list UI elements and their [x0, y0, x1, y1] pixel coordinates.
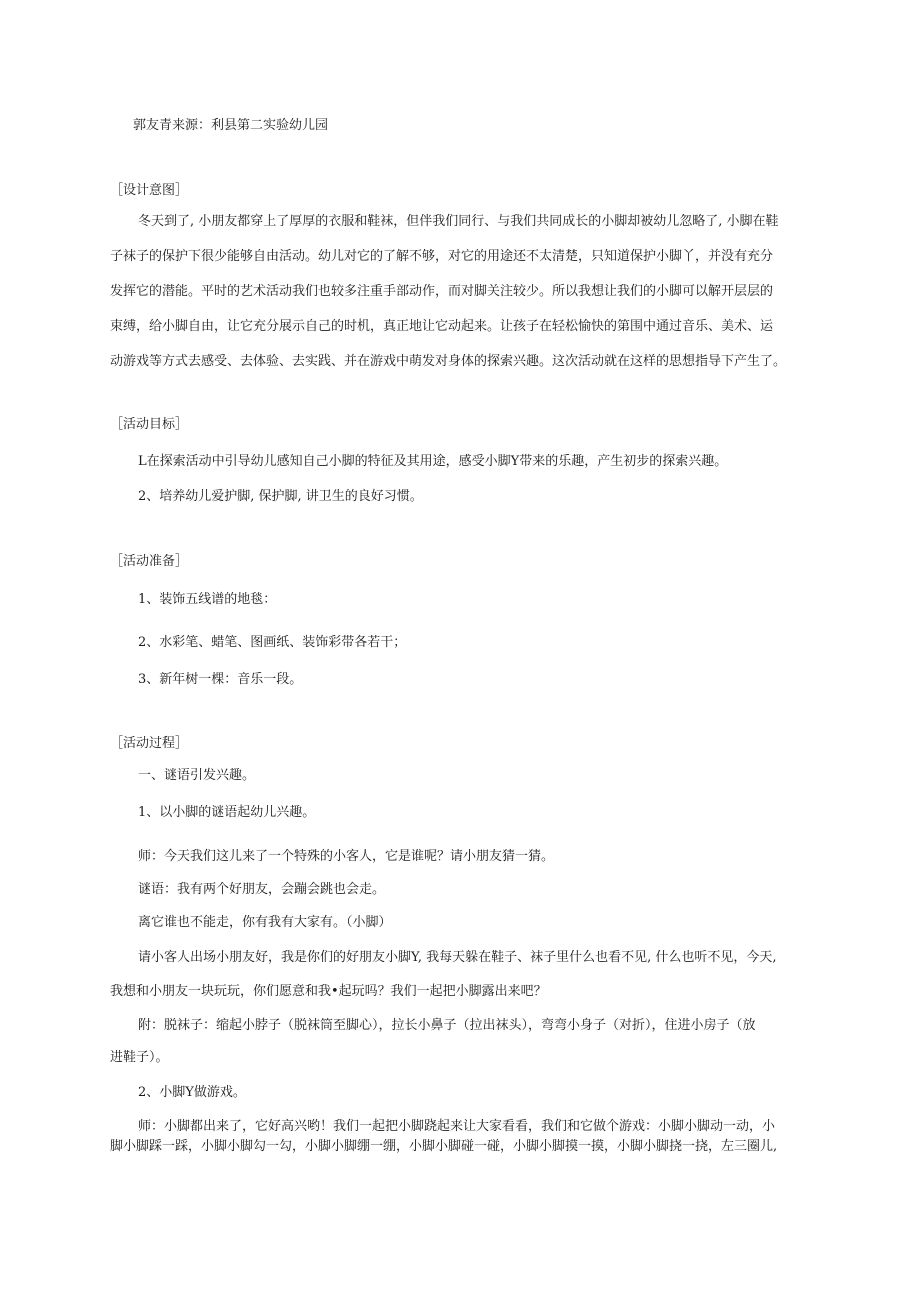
prep-item: 1、装饰五线谱的地毯：	[138, 592, 277, 607]
goal-item: 2、培养幼儿爱护脚, 保护脚, 讲卫生的良好习惯。	[138, 489, 423, 504]
process-text: 谜语：我有两个好朋友，会蹦会跳也会走。	[138, 882, 386, 897]
process-text: 师：小脚都出来了，它好高兴哟！我们一起把小脚跷起来让大家看看，我们和它做个游戏：小脚小脚动一动，小	[138, 1119, 776, 1134]
prep-item: 3、新年树一棵：音乐一段。	[138, 672, 303, 687]
process-text: 我想和小朋友一块玩玩，你们愿意和我•起玩吗？我们一起把小脚露出来吧？	[110, 984, 547, 999]
design-heading: ［设计意图］	[110, 183, 189, 198]
design-paragraph-line: 发挥它的潜能。平时的艺术活动我们也较多注重手部动作，而对脚关注较少。所以我想让我们的小脚可以解开层层的	[110, 284, 774, 299]
prep-item: 2、水彩笔、蜡笔、图画纸、装饰彩带各若干；	[138, 635, 407, 650]
process-step-title: 一、谜语引发兴趣。	[138, 768, 256, 783]
process-text: 师：今天我们这儿来了一个特殊的小客人，它是谁呢？请小朋友猜一猜。	[138, 849, 555, 864]
goal-item: L在探索活动中引导幼儿感知自己小脚的特征及其用途，感受小脚Y带来的乐趣，产生初步的探索兴趣。	[138, 454, 728, 469]
process-substep: 1、以小脚的谜语起幼儿兴趣。	[138, 805, 316, 820]
prep-heading: ［活动准备］	[110, 554, 189, 569]
design-paragraph-line: 束缚，给小脚自由，让它充分展示自己的时机，真正地让它动起来。让孩子在轻松愉快的第围中通过音乐、美术、运	[110, 319, 774, 334]
process-heading: ［活动过程］	[110, 736, 189, 751]
design-paragraph-line: 子袜子的保护下很少能够自由活动。幼儿对它的了解不够，对它的用途还不太清楚，只知道保护小脚丫，并没有充分	[110, 249, 774, 264]
design-paragraph-line: 冬天到了, 小朋友都穿上了厚厚的衣服和鞋袜，但伴我们同行、与我们共同成长的小脚却被幼儿忽略了, 小脚在鞋	[138, 214, 779, 229]
process-text: 请小客人出场小朋友好，我是你们的好朋友小脚Y, 我每天躲在鞋子、袜子里什么也看不见, 什么也听不见，今天,	[138, 950, 777, 965]
process-text: 离它谁也不能走，你有我有大家有。（小脚）	[138, 915, 392, 930]
source-line: 郭友青来源：利县第二实验幼儿园	[133, 118, 329, 133]
process-text: 进鞋子）。	[110, 1050, 169, 1065]
goals-heading: ［活动目标］	[110, 417, 189, 432]
process-substep: 2、小脚Y做游戏。	[138, 1085, 246, 1100]
process-text: 附：脱袜子：缩起小脖子（脱袜筒至脚心），拉长小鼻子（拉出袜头），弯弯小身子（对折），住进小房子（放	[138, 1018, 756, 1033]
design-paragraph-line: 动游戏等方式去感受、去体验、去实践、并在游戏中萌发对身体的探索兴趣。这次活动就在这样的思想指导下产生了。	[110, 354, 787, 369]
process-text: 脚小脚踩一踩，小脚小脚勾一勾，小脚小脚绷一绷，小脚小脚碰一碰，小脚小脚摸一摸，小脚小脚挠一挠，左三圈儿,	[110, 1139, 778, 1154]
